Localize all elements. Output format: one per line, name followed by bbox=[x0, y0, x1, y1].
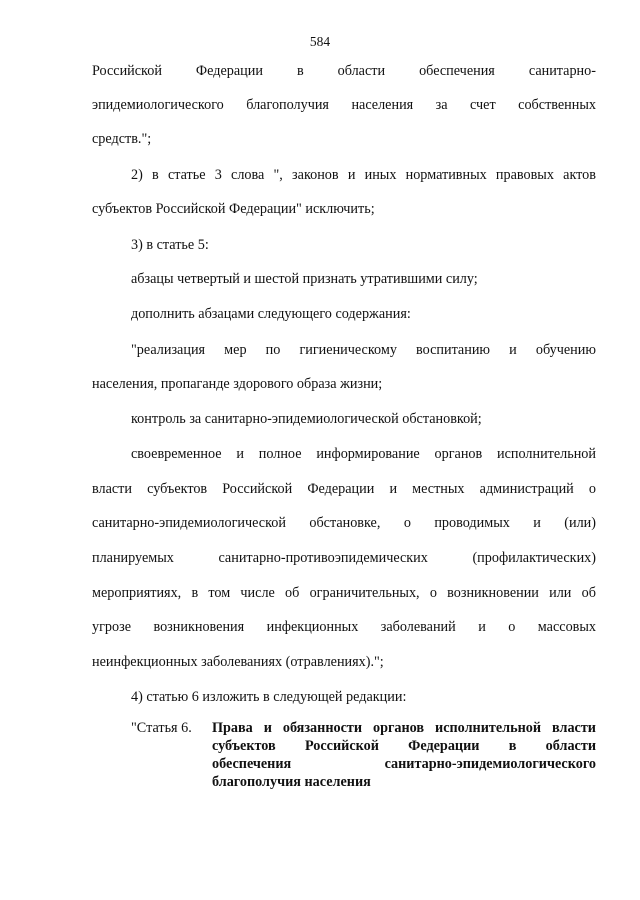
word: и bbox=[389, 481, 398, 497]
word: Федерации bbox=[307, 481, 375, 497]
word: иных bbox=[364, 167, 397, 183]
text-line bbox=[92, 618, 596, 636]
word: области bbox=[337, 63, 386, 79]
word: субъектов bbox=[147, 481, 208, 497]
word: по bbox=[265, 342, 281, 358]
word: в bbox=[191, 585, 199, 601]
word: воспитанию bbox=[416, 342, 491, 358]
word: органов bbox=[434, 446, 483, 462]
article-title-line bbox=[212, 755, 596, 773]
word: (или) bbox=[564, 515, 596, 531]
text-line bbox=[131, 341, 596, 359]
word: Российской bbox=[222, 481, 293, 497]
article-title-line bbox=[212, 719, 596, 737]
word: Федерации bbox=[408, 738, 480, 754]
word: обучению bbox=[535, 342, 596, 358]
word: в bbox=[152, 167, 159, 183]
word: и bbox=[236, 446, 244, 462]
text-line bbox=[131, 166, 596, 184]
word: счет bbox=[470, 97, 496, 113]
text-line: абзацы четвертый и шестой признать утратившими силу; bbox=[131, 271, 478, 287]
word: нормативных bbox=[405, 167, 487, 183]
word: статье bbox=[167, 167, 206, 183]
word: ограничительных, bbox=[309, 585, 420, 601]
word: об bbox=[285, 585, 300, 601]
word: населения bbox=[351, 97, 414, 113]
article-label: "Статья 6. bbox=[131, 720, 192, 736]
text-line bbox=[92, 480, 596, 498]
word: области bbox=[545, 738, 596, 754]
word: местных bbox=[412, 481, 465, 497]
text-line: контроль за санитарно-эпидемиологической обстановкой; bbox=[131, 411, 482, 427]
word: угрозе bbox=[92, 619, 132, 635]
word: том bbox=[208, 585, 231, 601]
text-line bbox=[92, 96, 596, 114]
word: и bbox=[263, 720, 272, 736]
word: и bbox=[347, 167, 356, 183]
word: (профилактических) bbox=[472, 550, 596, 566]
word: собственных bbox=[518, 97, 596, 113]
word: планируемых bbox=[92, 550, 174, 566]
word: санитарно-эпидемиологической bbox=[92, 515, 286, 531]
word: власти bbox=[92, 481, 132, 497]
word: мер bbox=[224, 342, 247, 358]
word: гигиеническому bbox=[299, 342, 397, 358]
word: о bbox=[588, 481, 596, 497]
word: Российской bbox=[304, 738, 379, 754]
word: Российской bbox=[92, 63, 162, 79]
article-title-line: благополучия населения bbox=[212, 774, 371, 790]
word: своевременное bbox=[131, 446, 222, 462]
text-line: субъектов Российской Федерации" исключить; bbox=[92, 201, 375, 217]
text-line: 3) в статье 5: bbox=[131, 237, 209, 253]
text-line bbox=[92, 62, 596, 80]
word: проводимых bbox=[434, 515, 510, 531]
text-line bbox=[92, 514, 596, 532]
word: слова bbox=[231, 167, 265, 183]
word: в bbox=[296, 63, 304, 79]
text-line: 4) статью 6 изложить в следующей редакции: bbox=[131, 689, 407, 705]
word: числе bbox=[240, 585, 275, 601]
word: "реализация bbox=[131, 342, 206, 358]
text-line: дополнить абзацами следующего содержания: bbox=[131, 306, 411, 322]
word: мероприятиях, bbox=[92, 585, 182, 601]
word: информирование bbox=[316, 446, 420, 462]
word: об bbox=[581, 585, 596, 601]
word: актов bbox=[563, 167, 596, 183]
text-line: населения, пропаганде здорового образа жизни; bbox=[92, 376, 383, 392]
word: власти bbox=[552, 720, 596, 736]
word: инфекционных bbox=[266, 619, 359, 635]
word: или bbox=[549, 585, 572, 601]
text-line bbox=[131, 445, 596, 463]
word: правовых bbox=[495, 167, 554, 183]
word: санитарно-противоэпидемических bbox=[218, 550, 428, 566]
text-line bbox=[92, 549, 596, 567]
word: заболеваний bbox=[380, 619, 456, 635]
word: и bbox=[509, 342, 517, 358]
text-line: неинфекционных заболеваниях (отравлениях)."; bbox=[92, 654, 384, 670]
word: обстановке, bbox=[309, 515, 381, 531]
word: исполнительной bbox=[497, 446, 596, 462]
word: субъектов bbox=[212, 738, 276, 754]
word: и bbox=[478, 619, 486, 635]
article-title-line bbox=[212, 737, 596, 755]
word: законов bbox=[292, 167, 339, 183]
word: возникновения bbox=[153, 619, 245, 635]
word: в bbox=[508, 738, 517, 754]
text-line bbox=[92, 584, 596, 602]
word: исполнительной bbox=[435, 720, 542, 736]
word: благополучия bbox=[246, 97, 329, 113]
word: санитарно- bbox=[528, 63, 596, 79]
page-number: 584 bbox=[309, 34, 331, 49]
word: Федерации bbox=[195, 63, 263, 79]
word: полное bbox=[258, 446, 302, 462]
word: 2) bbox=[131, 167, 143, 183]
word: о bbox=[403, 515, 411, 531]
word: за bbox=[435, 97, 448, 113]
word: массовых bbox=[537, 619, 596, 635]
word: о bbox=[429, 585, 437, 601]
word: органов bbox=[372, 720, 425, 736]
word: ", bbox=[273, 167, 283, 183]
word: 3 bbox=[214, 167, 222, 183]
word: санитарно-эпидемиологического bbox=[384, 756, 596, 772]
word: обеспечения bbox=[419, 63, 495, 79]
word: возникновении bbox=[447, 585, 539, 601]
word: Права bbox=[212, 720, 253, 736]
word: о bbox=[508, 619, 516, 635]
word: и bbox=[533, 515, 541, 531]
word: обеспечения bbox=[212, 756, 292, 772]
word: администраций bbox=[479, 481, 574, 497]
word: эпидемиологического bbox=[92, 97, 224, 113]
text-line: средств."; bbox=[92, 131, 152, 147]
word: обязанности bbox=[282, 720, 363, 736]
